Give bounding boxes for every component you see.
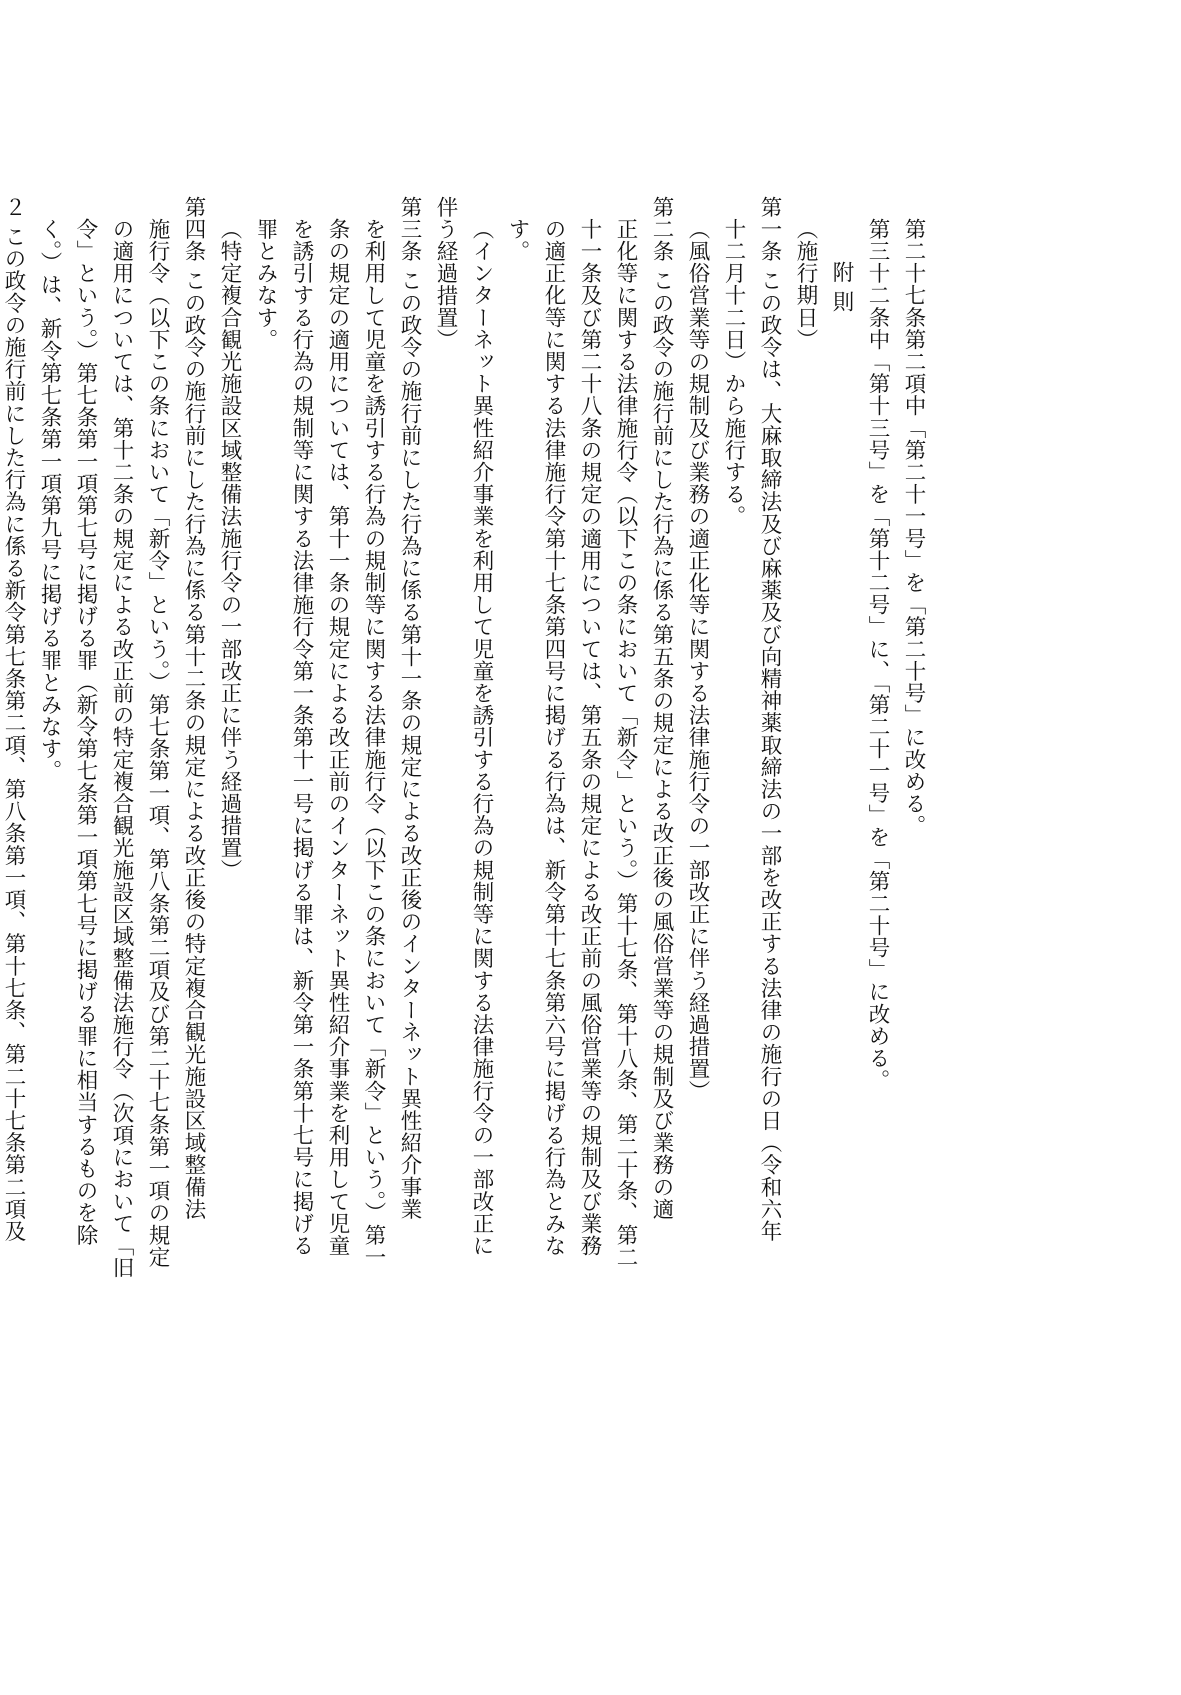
article-line: 第四条 この政令の施行前にした行為に係る第十二条の規定による改正後の特定複合観光施設区域整備法 — [181, 196, 206, 1221]
article-line: 第一条 この政令は、大麻取締法及び麻薬及び向精神薬取締法の一部を改正する法律の施行の日（令和六年 — [757, 196, 782, 1243]
amendment-line: 第二十七条第二項中「第二十一号」を「第二十号」に改める。 — [901, 217, 926, 837]
article-line: を誘引する行為の規制等に関する法律施行令第一条第十一号に掲げる罪は、新令第一条第十七号に掲げる — [289, 217, 314, 1257]
article-line: 令」という。）第七条第一項第七号に掲げる罪（新令第七条第一項第七号に掲げる罪に相当するものを除 — [73, 217, 98, 1246]
article-line: を利用して児童を誘引する行為の規制等に関する法律施行令（以下この条において「新令」という。）第一 — [361, 217, 386, 1268]
vertical-text-block — [1, 196, 931, 1279]
article-caption: （インターネット異性紹介事業を利用して児童を誘引する行為の規制等に関する法律施行令の一部改正に — [469, 217, 494, 1257]
article-line: の適用については、第十二条の規定による改正前の特定複合観光施設区域整備法施行令（次項において「旧 — [109, 217, 134, 1279]
article-line: の適正化等に関する法律施行令第十七条第四号に掲げる行為は、新令第十七条第六号に掲げる行為とみな — [541, 217, 566, 1257]
article-line: 十一条及び第二十八条の規定の適用については、第五条の規定による改正前の風俗営業等の規制及び業務 — [577, 217, 602, 1257]
article-caption: 伴う経過措置） — [433, 196, 458, 351]
paragraph-line: ２ この政令の施行前にした行為に係る新令第七条第二項、第八条第一項、第十七条、第二十七条第二項及 — [1, 196, 26, 1243]
article-line: 施行令（以下この条において「新令」という。）第七条第一項、第八条第二項及び第二十七条第一項の規定 — [145, 217, 170, 1268]
article-line: 条の規定の適用については、第十一条の規定による改正前のインターネット異性紹介事業を利用して児童 — [325, 217, 350, 1257]
article-caption: （施行期日） — [793, 217, 818, 351]
amendment-line: 第三十二条中「第十三号」を「第十二号」に、「第二十一号」を「第二十号」に改める。 — [865, 217, 890, 1091]
article-caption: （風俗営業等の規制及び業務の適正化等に関する法律施行令の一部改正に伴う経過措置） — [685, 217, 710, 1102]
article-line: 第二条 この政令の施行前にした行為に係る第五条の規定による改正後の風俗営業等の規制及び業務の適 — [649, 196, 674, 1221]
article-line: く。）は、新令第七条第一項第九号に掲げる罪とみなす。 — [37, 217, 62, 782]
article-line: 罪とみなす。 — [253, 217, 278, 351]
article-line: 第三条 この政令の施行前にした行為に係る第十一条の規定による改正後のインターネット異性紹介事業 — [397, 196, 422, 1221]
article-line: す。 — [505, 217, 530, 262]
article-caption: （特定複合観光施設区域整備法施行令の一部改正に伴う経過措置） — [217, 217, 242, 881]
article-line: 正化等に関する法律施行令（以下この条において「新令」という。）第十七条、第十八条、第二十条、第二 — [613, 217, 638, 1268]
supplementary-provisions-heading: 附 則 — [829, 260, 854, 313]
article-line: 十二月十二日）から施行する。 — [721, 217, 746, 527]
